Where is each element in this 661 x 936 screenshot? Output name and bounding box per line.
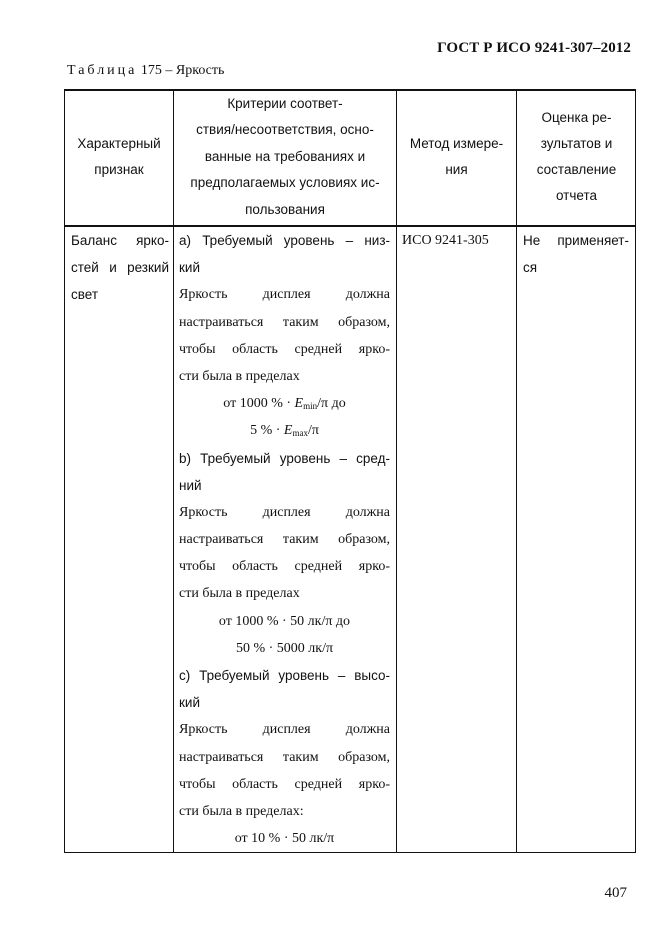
header-line: отчета bbox=[555, 188, 597, 203]
formula-var: E bbox=[294, 396, 304, 412]
column-header-evaluation bbox=[517, 89, 636, 225]
header-line: Критерии соответ- bbox=[227, 95, 343, 111]
column-header-criteria bbox=[174, 89, 396, 225]
criterion-b-title: b) Требуемый уровень – сред- bbox=[179, 450, 390, 466]
header-line: Характерный bbox=[77, 136, 161, 151]
header-line: ствия/несоответствия, осно- bbox=[196, 122, 374, 138]
criterion-c-text: настраиваться таким образом, bbox=[179, 749, 390, 765]
table-caption bbox=[67, 63, 224, 79]
header-line: составление bbox=[536, 162, 617, 177]
method-cell bbox=[402, 227, 514, 254]
feature-line: стей и резкий bbox=[71, 260, 169, 276]
header-line: пользования bbox=[245, 201, 325, 217]
formula-sub: min bbox=[303, 401, 318, 412]
header-line: признак bbox=[94, 162, 144, 177]
criterion-b-title: ний bbox=[179, 477, 202, 493]
feature-line: свет bbox=[71, 287, 99, 303]
header-line: предполагаемых условиях ис- bbox=[190, 175, 380, 191]
header-line: ванные на требованиях и bbox=[204, 148, 366, 164]
evaluation-cell bbox=[523, 227, 629, 281]
criterion-a-formula-1 bbox=[179, 390, 390, 417]
criterion-a-text: Яркость дисплея должна bbox=[179, 287, 390, 303]
feature-cell bbox=[71, 227, 169, 309]
caption-word: Таблица bbox=[67, 63, 138, 78]
formula-var: E bbox=[283, 423, 293, 439]
criterion-b-text: Яркость дисплея должна bbox=[179, 504, 390, 520]
formula-text: /π до bbox=[317, 396, 346, 412]
formula-text: /π bbox=[307, 423, 319, 439]
feature-line: Баланс ярко- bbox=[71, 233, 169, 248]
header-line: Метод измере- bbox=[409, 136, 504, 151]
criteria-cell bbox=[179, 227, 390, 852]
header-line: ния bbox=[445, 162, 468, 177]
criterion-b-text: чтобы область средней ярко- bbox=[179, 559, 390, 575]
table-border-left bbox=[64, 89, 65, 853]
criterion-c-text: чтобы область средней ярко- bbox=[179, 776, 390, 792]
criterion-a-title: a) Требуемый уровень – низ- bbox=[179, 233, 390, 248]
criterion-c-text: Яркость дисплея должна bbox=[179, 722, 390, 738]
evaluation-line: Не применяет- bbox=[523, 233, 629, 248]
criterion-b-text: настраиваться таким образом, bbox=[179, 532, 390, 548]
criterion-b-text: сти была в пределах bbox=[179, 586, 300, 602]
brightness-table bbox=[64, 89, 636, 853]
criterion-a-title: кий bbox=[179, 260, 200, 276]
column-header-method bbox=[397, 89, 516, 225]
criterion-b-formula-1: от 1000 % · 50 лк/π до bbox=[218, 613, 351, 629]
criterion-c-title: кий bbox=[179, 695, 200, 711]
formula-text: 5 % · bbox=[250, 423, 284, 439]
standard-header: ГОСТ Р ИСО 9241-307–2012 bbox=[437, 40, 631, 56]
formula-text: от 1000 % · bbox=[223, 396, 295, 412]
criterion-c-formula-1: от 10 % · 50 лк/π bbox=[234, 831, 335, 847]
page-number: 407 bbox=[604, 885, 627, 901]
method-value: ИСО 9241-305 bbox=[402, 233, 489, 248]
formula-sub: max bbox=[292, 428, 308, 439]
caption-title: 175 – Яркость bbox=[137, 63, 225, 78]
criterion-b-formula-2: 50 % · 5000 лк/π bbox=[235, 640, 334, 656]
criterion-a-formula-2 bbox=[179, 417, 390, 444]
header-line: Оценка ре- bbox=[541, 110, 612, 125]
criterion-a-text: сти была в пределах bbox=[179, 368, 300, 384]
header-line: зультатов и bbox=[540, 136, 613, 151]
evaluation-line: ся bbox=[523, 260, 538, 276]
criterion-c-text: сти была в пределах: bbox=[179, 803, 304, 819]
criterion-a-text: чтобы область средней ярко- bbox=[179, 341, 390, 357]
criterion-a-text: настраиваться таким образом, bbox=[179, 314, 390, 330]
column-header-feature bbox=[66, 89, 172, 225]
criterion-c-title: c) Требуемый уровень – высо- bbox=[179, 668, 390, 683]
